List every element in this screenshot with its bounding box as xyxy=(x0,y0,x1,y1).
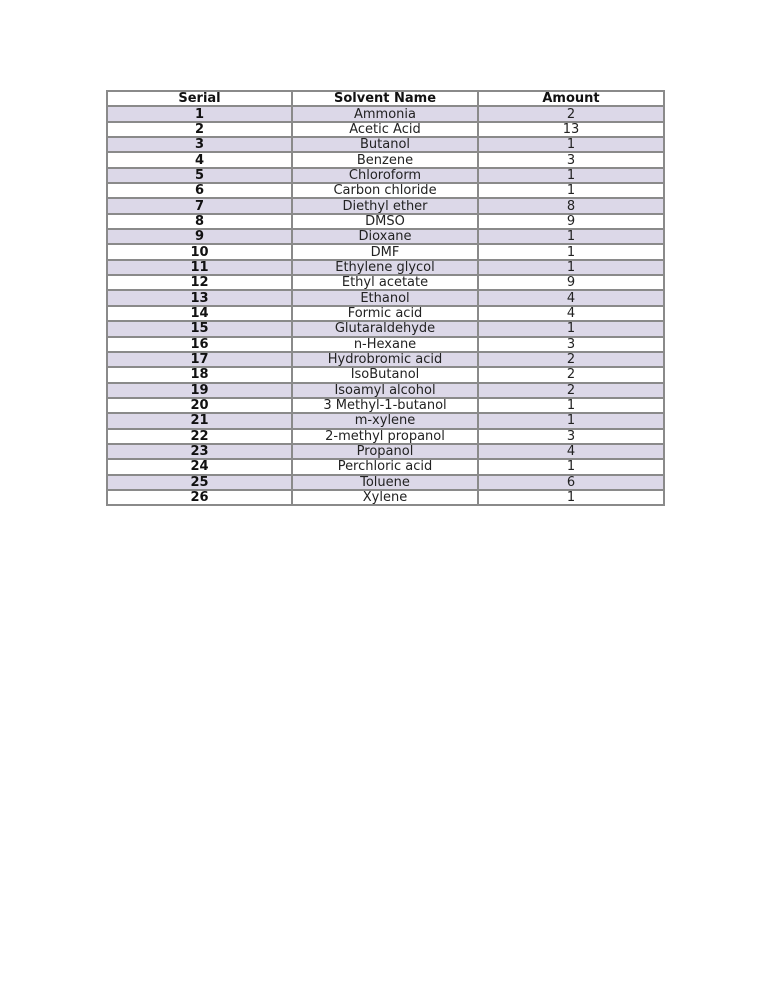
cell-solvent-name: Ammonia xyxy=(292,106,478,121)
table-row xyxy=(107,383,664,398)
cell-serial: 9 xyxy=(107,229,292,244)
cell-serial: 14 xyxy=(107,306,292,321)
cell-amount: 9 xyxy=(478,275,664,290)
table-row xyxy=(107,168,664,183)
cell-serial: 2 xyxy=(107,122,292,137)
header-amount: Amount xyxy=(478,91,664,106)
cell-solvent-name: Acetic Acid xyxy=(292,122,478,137)
cell-amount: 1 xyxy=(478,260,664,275)
cell-amount: 3 xyxy=(478,429,664,444)
table-row xyxy=(107,306,664,321)
cell-amount: 1 xyxy=(478,229,664,244)
table-row xyxy=(107,429,664,444)
cell-serial: 7 xyxy=(107,198,292,213)
cell-serial: 24 xyxy=(107,459,292,474)
cell-amount: 1 xyxy=(478,490,664,505)
cell-solvent-name: Benzene xyxy=(292,152,478,167)
cell-serial: 11 xyxy=(107,260,292,275)
cell-solvent-name: IsoButanol xyxy=(292,367,478,382)
cell-serial: 6 xyxy=(107,183,292,198)
cell-solvent-name: Ethanol xyxy=(292,290,478,305)
cell-solvent-name: Ethyl acetate xyxy=(292,275,478,290)
cell-solvent-name: Glutaraldehyde xyxy=(292,321,478,336)
cell-amount: 4 xyxy=(478,306,664,321)
solvent-table xyxy=(106,90,665,506)
cell-serial: 25 xyxy=(107,475,292,490)
table-row xyxy=(107,352,664,367)
cell-amount: 1 xyxy=(478,168,664,183)
table-row xyxy=(107,106,664,121)
cell-amount: 13 xyxy=(478,122,664,137)
table-row xyxy=(107,459,664,474)
cell-amount: 8 xyxy=(478,198,664,213)
table-row xyxy=(107,229,664,244)
cell-serial: 12 xyxy=(107,275,292,290)
cell-amount: 3 xyxy=(478,152,664,167)
cell-serial: 15 xyxy=(107,321,292,336)
cell-serial: 10 xyxy=(107,244,292,259)
cell-solvent-name: Chloroform xyxy=(292,168,478,183)
cell-serial: 13 xyxy=(107,290,292,305)
cell-serial: 4 xyxy=(107,152,292,167)
table-header-row xyxy=(107,91,664,106)
cell-solvent-name: m-xylene xyxy=(292,413,478,428)
cell-serial: 16 xyxy=(107,337,292,352)
cell-solvent-name: Butanol xyxy=(292,137,478,152)
table-row xyxy=(107,122,664,137)
cell-amount: 1 xyxy=(478,321,664,336)
cell-solvent-name: DMSO xyxy=(292,214,478,229)
cell-amount: 6 xyxy=(478,475,664,490)
cell-amount: 2 xyxy=(478,106,664,121)
cell-serial: 21 xyxy=(107,413,292,428)
table-row xyxy=(107,290,664,305)
table-row xyxy=(107,337,664,352)
table-row xyxy=(107,214,664,229)
cell-solvent-name: Toluene xyxy=(292,475,478,490)
table-row xyxy=(107,367,664,382)
cell-solvent-name: Propanol xyxy=(292,444,478,459)
cell-serial: 23 xyxy=(107,444,292,459)
cell-serial: 5 xyxy=(107,168,292,183)
header-serial: Serial xyxy=(107,91,292,106)
table-row xyxy=(107,260,664,275)
table-row xyxy=(107,413,664,428)
cell-amount: 9 xyxy=(478,214,664,229)
cell-solvent-name: Xylene xyxy=(292,490,478,505)
cell-amount: 3 xyxy=(478,337,664,352)
cell-amount: 1 xyxy=(478,413,664,428)
cell-amount: 4 xyxy=(478,444,664,459)
cell-serial: 19 xyxy=(107,383,292,398)
table-row xyxy=(107,444,664,459)
cell-solvent-name: Carbon chloride xyxy=(292,183,478,198)
table-row xyxy=(107,275,664,290)
cell-solvent-name: Ethylene glycol xyxy=(292,260,478,275)
cell-amount: 4 xyxy=(478,290,664,305)
table-row xyxy=(107,152,664,167)
cell-solvent-name: Dioxane xyxy=(292,229,478,244)
table-row xyxy=(107,490,664,505)
cell-serial: 17 xyxy=(107,352,292,367)
cell-amount: 1 xyxy=(478,459,664,474)
cell-amount: 2 xyxy=(478,383,664,398)
cell-solvent-name: n-Hexane xyxy=(292,337,478,352)
cell-solvent-name: Perchloric acid xyxy=(292,459,478,474)
cell-serial: 8 xyxy=(107,214,292,229)
cell-solvent-name: Formic acid xyxy=(292,306,478,321)
cell-solvent-name: Hydrobromic acid xyxy=(292,352,478,367)
cell-solvent-name: Diethyl ether xyxy=(292,198,478,213)
cell-amount: 1 xyxy=(478,244,664,259)
cell-serial: 3 xyxy=(107,137,292,152)
cell-solvent-name: Isoamyl alcohol xyxy=(292,383,478,398)
cell-serial: 1 xyxy=(107,106,292,121)
cell-solvent-name: 2-methyl propanol xyxy=(292,429,478,444)
table-body xyxy=(107,106,664,505)
cell-serial: 22 xyxy=(107,429,292,444)
header-solvent-name: Solvent Name xyxy=(292,91,478,106)
cell-amount: 1 xyxy=(478,137,664,152)
cell-serial: 20 xyxy=(107,398,292,413)
table-row xyxy=(107,475,664,490)
table-row xyxy=(107,321,664,336)
table-row xyxy=(107,137,664,152)
cell-serial: 26 xyxy=(107,490,292,505)
table-row xyxy=(107,183,664,198)
table-row xyxy=(107,244,664,259)
cell-solvent-name: 3 Methyl-1-butanol xyxy=(292,398,478,413)
cell-serial: 18 xyxy=(107,367,292,382)
cell-amount: 1 xyxy=(478,398,664,413)
cell-amount: 2 xyxy=(478,367,664,382)
cell-amount: 2 xyxy=(478,352,664,367)
table-row xyxy=(107,398,664,413)
cell-solvent-name: DMF xyxy=(292,244,478,259)
table-row xyxy=(107,198,664,213)
cell-amount: 1 xyxy=(478,183,664,198)
